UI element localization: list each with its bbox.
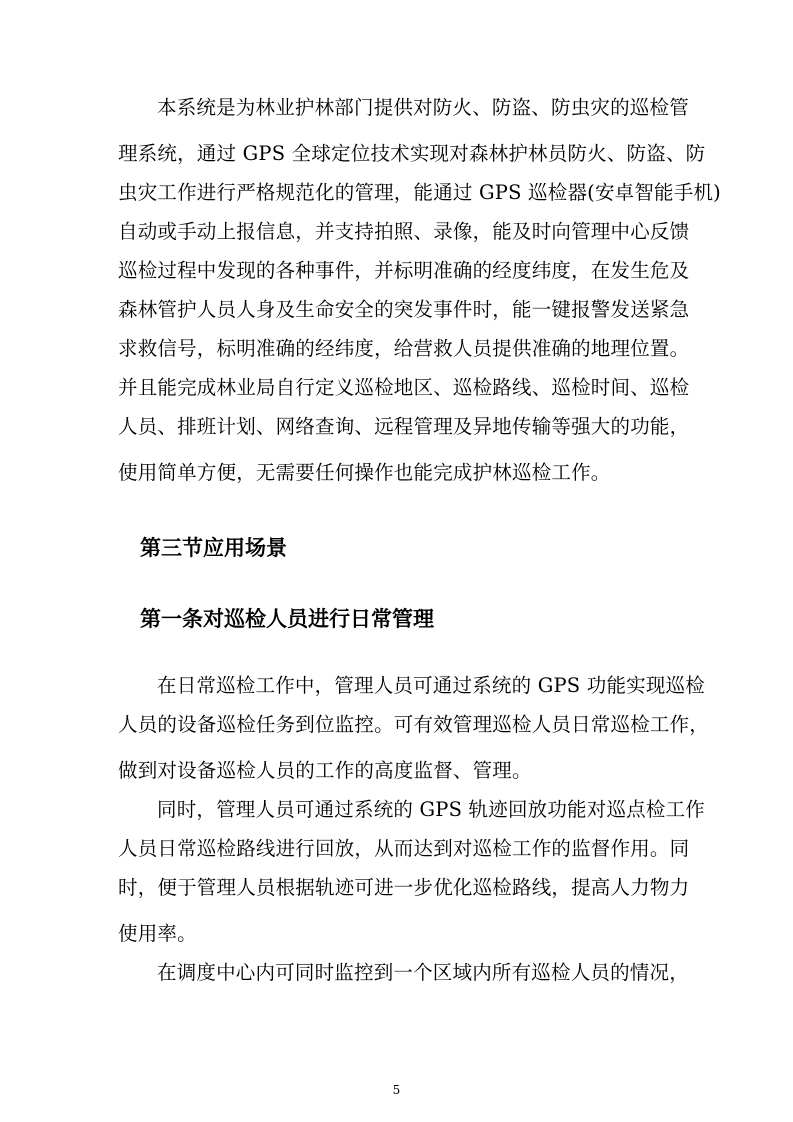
paragraph-1-line-3: 做到对设备巡检人员的工作的高度监督、管理。 xyxy=(118,759,532,782)
section-heading: 第三节应用场景 xyxy=(140,536,287,560)
intro-line-7: 求救信号，标明准确的经纬度，给营救人员提供准确的地理位置。 xyxy=(118,337,690,360)
intro-line-2: 理系统，通过 GPS 全球定位技术实现对森林护林员防火、防盗、防 xyxy=(118,142,706,165)
intro-line-5: 巡检过程中发现的各种事件，并标明准确的经度纬度，在发生危及 xyxy=(118,259,690,282)
paragraph-2-line-2: 人员日常巡检路线进行回放，从而达到对巡检工作的监督作用。同 xyxy=(118,837,690,860)
intro-line-6: 森林管护人员人身及生命安全的突发事件时，能一键报警发送紧急 xyxy=(118,298,690,321)
paragraph-3-line-1: 在调度中心内可同时监控到一个区域内所有巡检人员的情况， xyxy=(157,961,689,984)
article-heading: 第一条对巡检人员进行日常管理 xyxy=(140,607,434,631)
paragraph-2-line-3: 时，便于管理人员根据轨迹可进一步优化巡检路线，提高人力物力 xyxy=(118,876,690,899)
intro-line-8: 并且能完成林业局自行定义巡检地区、巡检路线、巡检时间、巡检 xyxy=(118,376,690,399)
intro-line-3: 虫灾工作进行严格规范化的管理，能通过 GPS 巡检器(安卓智能手机) xyxy=(118,181,721,204)
page-number: 5 xyxy=(392,1083,401,1097)
intro-line-10: 使用简单方便，无需要任何操作也能完成护林巡检工作。 xyxy=(118,461,611,484)
intro-line-1: 本系统是为林业护林部门提供对防火、防盗、防虫灾的巡检管 xyxy=(157,96,689,119)
paragraph-2-line-4: 使用率。 xyxy=(118,922,197,945)
paragraph-2-line-1: 同时，管理人员可通过系统的 GPS 轨迹回放功能对巡点检工作 xyxy=(157,798,705,821)
paragraph-1-line-2: 人员的设备巡检任务到位监控。可有效管理巡检人员日常巡检工作， xyxy=(118,713,710,736)
intro-line-9: 人员、排班计划、网络查询、远程管理及异地传输等强大的功能， xyxy=(118,415,690,438)
intro-line-4: 自动或手动上报信息，并支持拍照、录像，能及时向管理中心反馈 xyxy=(118,220,690,243)
paragraph-1-line-1: 在日常巡检工作中，管理人员可通过系统的 GPS 功能实现巡检 xyxy=(157,674,705,697)
